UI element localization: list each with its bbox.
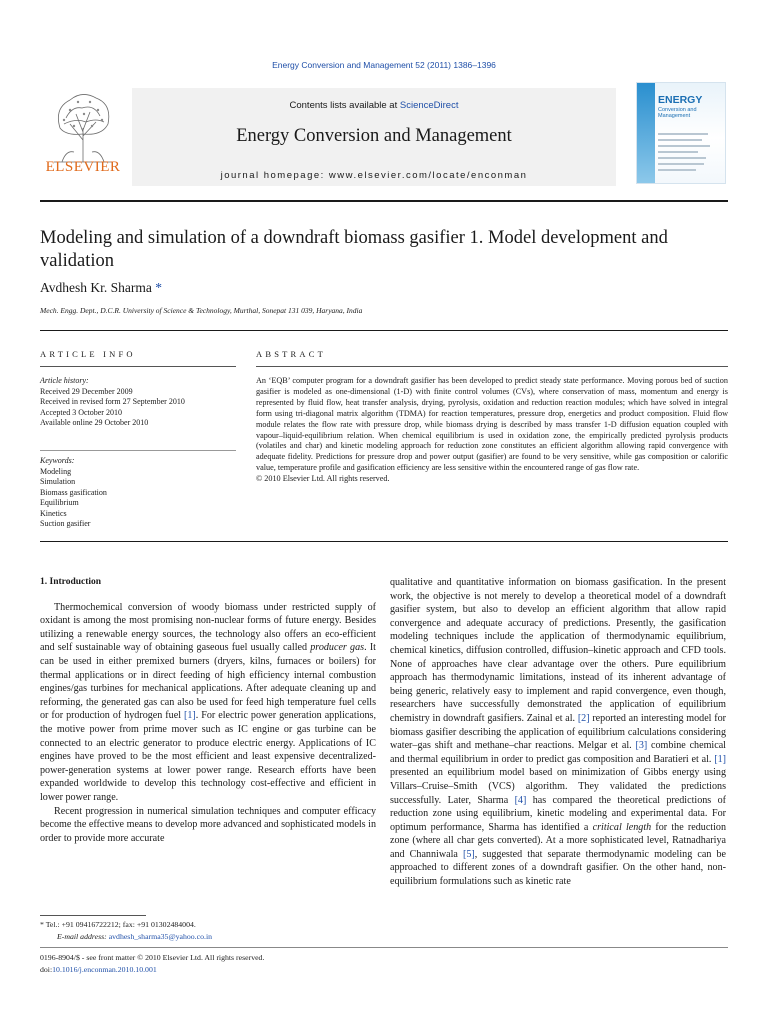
page-bottom-rule [40,947,728,948]
abstract-copyright: © 2010 Elsevier Ltd. All rights reserved. [256,474,390,484]
body-column-left [40,576,376,845]
elsevier-wordmark: ELSEVIER [45,159,121,175]
email-link[interactable]: avdhesh_sharma35@yahoo.co.in [108,931,213,941]
article-info-rule [40,366,236,367]
body-text: . It can be used in either premixed burners (dryers, kilns, furnaces or boilers) for thermal applications or in direct feeding of high efficiency internal combustion engines/gas turbines for mechanical applications. After adequate cleaning up and reforming, the generated gas can also be used for feed high temperature fuel cells or for production of hydrogen fuel [40,642,376,722]
abstract-bottom-rule [40,541,728,542]
keyword: Suction gasifier [40,519,91,528]
keyword: Simulation [40,477,76,486]
footnote-contact [40,919,376,931]
body-paragraph: Recent progression in numerical simulation techniques and computer efficacy become the effective means to develop more advanced and sophisticated models in order to provide more accurate [40,805,376,844]
body-text: combine chemical and thermal equilibrium in order to predict gas composition and Baratieri et al. [390,740,726,765]
cover-subtitle: Conversion and Management [658,107,697,120]
journal-masthead [40,82,728,194]
keyword: Kinetics [40,508,67,518]
body-text: Thermochemical conversion of woody biomass under restricted supply of oxidant is among the most promising non-nuclear forms of future energy. Besides utilizing a renewable energy sources, the technology also offers an eco-efficient and self sustainable way of obtaining gaseous fuel usually called [40,601,376,654]
author-name: Avdhesh Kr. Sharma [40,280,152,295]
history-revised: Received in revised form 27 September 2010 [40,397,185,406]
body-emphasis: critical length [592,821,652,833]
cover-stripe [637,83,655,183]
reference-link[interactable]: [1] [714,753,726,765]
footnote-email [40,931,376,943]
article-history [40,376,240,429]
article-history-label: Article history: [40,376,89,385]
journal-citation[interactable]: Energy Conversion and Management 52 (2011) 1386–1396 [272,60,496,70]
cover-title: ENERGY [658,94,703,106]
reference-link[interactable]: [2] [577,712,590,724]
journal-cover-thumbnail[interactable] [636,82,726,184]
body-text: . For electric power generation applications, the motive power from prime mover such as IC engine or gas turbine can be connected to an electric generator to produce electric energy. Applications of IC engines have proved to be the most efficient and least expensive decentralized-power-generation systems at lower power range. Research efforts have been expanded worldwide to develop this technology cost-effective and efficient in lower power range. [40,710,376,803]
body-paragraph [40,601,376,805]
abstract-heading: ABSTRACT [256,349,326,359]
elsevier-logo[interactable] [40,88,126,186]
footnote-tel: Tel.: +91 09416722212; fax: +91 01302484004. [43,920,196,929]
keywords-label: Keywords: [40,456,75,465]
footnote-mark: * [40,920,44,929]
contents-prefix: Contents lists available at [289,100,400,111]
doi-line [40,964,264,976]
body-emphasis: producer gas [310,642,365,654]
keyword: Equilibrium [40,498,79,507]
contents-line [132,100,616,111]
elsevier-tree-icon [40,88,126,166]
author-affiliation: Mech. Engg. Dept., D.C.R. University of Science & Technology, Murthal, Sonepat 131 039, Haryana, India [40,306,363,315]
reference-link[interactable]: [4] [514,794,527,806]
author-footnote [40,919,376,942]
abstract-rule [256,366,728,367]
body-text: presented an equilibrium model based on minimization of Gibbs energy using Villars–Cruise–Smith (VCS) algorithm. They validated the predictions successfully. Later, Sharma [390,767,726,806]
body-text: , suggested that separate thermodynamic modeling can be approached to different zones of a downdraft gasifier. On the other hand, non-equilibrium formulations such as kinetic rate [390,848,726,888]
body-column-right [390,576,726,889]
reference-link[interactable]: [5] [462,848,475,860]
keywords-rule [40,450,236,451]
doi-prefix: doi: [40,964,53,974]
abstract-paragraph: An ‘EQB’ computer program for a downdraft gasifier has been developed to predict steady state performance. Moving porous bed of suction gasifier is modeled as one-dimensional (1-D) with finite control volumes (CVs), where conservation of mass, momentum and energy is represented by fluid flow, heat transfer analysis, drying, pyrolysis, oxidation and reduction reaction modules; which have solved in integral form using tri-diagonal matrix algorithm (TDMA) for reaction temperatures, pressure drop, energetics and product composition. Fluid flow module relates the flow rate with pressure drop, while biomass drying is described by mass transfer 1-D diffusion equation coupled with vapour–liquid-equilibrium relation. When chemical equilibrium is used in oxidation zone, the empirically predicted pyrolysis products (volatiles and char) and kinetic modeling approach for reduction zone constitutes an efficient algorithm allowing rapid convergence with adequate fidelity. Predictions for pressure drop and power output (gasifier) are found to be very sensitive, while gas composition or calorific value, temperature profile and gasification efficiency are less sensitive within the encountered range of gas flow rate. [256,376,728,473]
masthead-rule [40,200,728,202]
cover-text-line [658,145,710,147]
body-text: qualitative and quantitative information on biomass gasification. In the present work, the objective is not merely to develop a theoretical model of a downdraft gasifier system, but also to develop an efficient algorithm that allow rapid convergence and adequate accuracy of predictions. Presently, the gasification modeling techniques include the application of thermodynamic equilibrium, chemical kinetics, diffusion controlled, diffusion–kinetic approach and CFD tools. None of approaches have clear advantage over the others. Pure equilibrium approach has thermodynamic limitations, instead of its inherent advantage of being generic, relatively easy to implement and rapid convergence, even though, researchers have successfully demonstrated the application of equilibrium chemistry in downdraft gasifiers. Zainal et al. [390,577,726,724]
abstract-body [256,376,728,485]
keyword: Modeling [40,466,72,476]
body-text: reported an interesting model for biomass gasifier describing the application of equilibrium calculations considering water–gas shift and methane–char reactions. Melgar et al. [390,712,726,752]
reference-link[interactable]: [1] [183,710,196,722]
front-matter [40,952,264,975]
article-title: Modeling and simulation of a downdraft biomass gasifier 1. Model development and validation [40,228,668,271]
article-info-heading: ARTICLE INFO [40,349,136,359]
journal-homepage-link[interactable]: journal homepage: www.elsevier.com/locate/enconman [220,170,528,181]
history-online: Available online 29 October 2010 [40,418,149,427]
reference-link[interactable]: [3] [635,740,648,752]
masthead-panel [132,88,616,186]
header-rule [40,330,728,331]
keywords [40,456,240,530]
cover-text-line [658,139,702,141]
cover-text-line [658,133,708,135]
journal-title: Energy Conversion and Management [236,126,512,146]
keyword: Biomass gasification [40,487,107,497]
author-line [40,280,162,296]
section-heading-introduction: 1. Introduction [40,577,102,587]
history-received: Received 29 December 2009 [40,386,133,396]
body-paragraph [390,576,726,889]
cover-text-line [658,157,706,159]
footnote-rule [40,915,146,916]
cover-text-line [658,163,704,165]
email-label: E-mail address: [57,931,109,941]
sciencedirect-link[interactable]: ScienceDirect [399,100,459,111]
cover-text-line [658,151,698,153]
body-text: for the reduction zone (where all char gets converted). At a more sophisticated level, Ratnadhariya and Channiwala [390,821,727,860]
cover-text-line [658,169,696,171]
body-text: has compared the theoretical predictions of reduction zone using equilibrium, kinetic modeling and experimental data. For optimum performance, Sharma has identified a [390,794,726,833]
history-accepted: Accepted 3 October 2010 [40,407,122,417]
corresponding-author-mark[interactable]: * [155,280,162,295]
doi-link[interactable]: 10.1016/j.enconman.2010.10.001 [52,964,157,974]
issn-line: 0196-8904/$ - see front matter © 2010 Elsevier Ltd. All rights reserved. [40,953,265,962]
